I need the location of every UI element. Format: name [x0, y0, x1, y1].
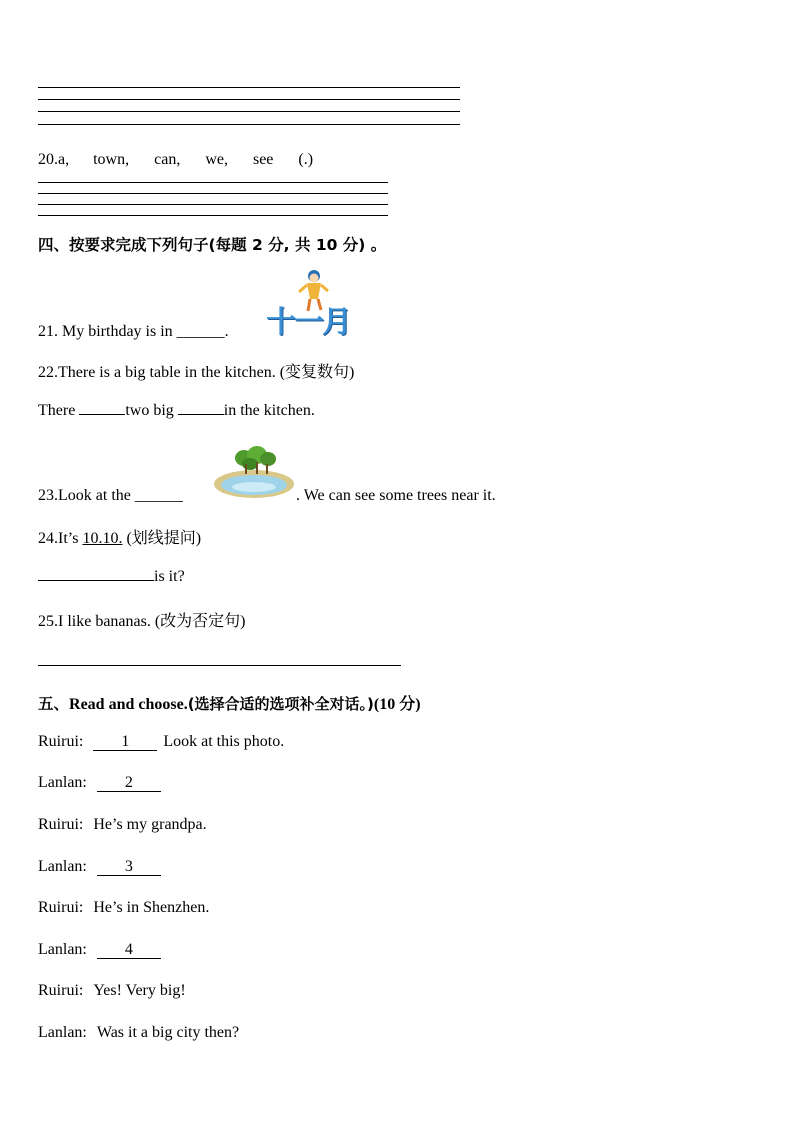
- question-24: 24.It’s 10.10. (划线提问): [38, 530, 202, 547]
- dialogue-line: [38, 1024, 239, 1042]
- word: town,: [93, 151, 130, 168]
- answer-line: [38, 99, 460, 100]
- speaker-name: Ruirui:: [38, 733, 84, 750]
- dialogue-text: He’s my grandpa.: [93, 816, 207, 833]
- lake-image: [210, 442, 296, 500]
- dialogue-line: [38, 982, 186, 1000]
- dialogue-text: Was it a big city then?: [96, 1024, 240, 1041]
- answer-line: [38, 124, 460, 125]
- speaker-name: Lanlan:: [38, 941, 87, 958]
- lake-icon: [210, 442, 296, 500]
- dialogue-text: Yes! Very big!: [93, 982, 186, 999]
- dialogue-line: [38, 774, 167, 792]
- speaker-name: Ruirui:: [38, 816, 84, 833]
- dialogue-line: [38, 899, 209, 917]
- answer-line: [38, 111, 460, 112]
- answer-line: [38, 204, 388, 205]
- dialogue-line: [38, 941, 167, 959]
- dialogue-text: He’s in Shenzhen.: [93, 899, 210, 916]
- image-text: 十一月: [266, 305, 350, 340]
- november-image: [266, 267, 362, 340]
- section-5-title: 五、Read and choose.(选择合适的选项补全对话。)(10 分): [38, 695, 421, 713]
- dialogue-blank[interactable]: 1: [93, 734, 157, 751]
- word: a,: [58, 151, 70, 168]
- dialogue-line: [38, 733, 284, 751]
- speaker-name: Ruirui:: [38, 982, 84, 999]
- dialogue-line: [38, 816, 207, 834]
- section-4-title: 四、按要求完成下列句子(每题 2 分, 共 10 分) 。: [38, 236, 387, 254]
- answer-blank[interactable]: [79, 400, 125, 415]
- question-23-start: 23.Look at the ______: [38, 487, 183, 504]
- question-20: [38, 151, 313, 169]
- question-25: 25.I like bananas. (改为否定句): [38, 613, 246, 630]
- dialogue-blank[interactable]: 2: [97, 775, 161, 792]
- word: we,: [205, 151, 228, 168]
- dialogue-text: Look at this photo.: [163, 733, 285, 750]
- question-22: 22.There is a big table in the kitchen. (变复数句): [38, 364, 355, 381]
- answer-line: [38, 193, 388, 194]
- word: (.): [298, 151, 314, 168]
- question-21: 21. My birthday is in ______.: [38, 323, 229, 340]
- answer-line: [38, 182, 388, 183]
- word: see: [252, 151, 274, 168]
- dialogue-blank[interactable]: 3: [97, 859, 161, 876]
- answer-line: [38, 215, 388, 216]
- speaker-name: Lanlan:: [38, 858, 87, 875]
- dialogue-blank[interactable]: 4: [97, 942, 161, 959]
- answer-blank[interactable]: [178, 400, 224, 415]
- question-number: 20.: [38, 151, 58, 168]
- speaker-name: Ruirui:: [38, 899, 84, 916]
- word: can,: [154, 151, 181, 168]
- dialogue-line: [38, 858, 167, 876]
- answer-line: [38, 665, 401, 666]
- question-22-answer: There two big in the kitchen.: [38, 402, 315, 419]
- speaker-name: Lanlan:: [38, 774, 87, 791]
- underlined-time: 10.10.: [82, 530, 123, 547]
- question-24-answer: is it?: [38, 566, 185, 586]
- answer-line: [38, 87, 460, 88]
- answer-blank[interactable]: [38, 566, 154, 581]
- speaker-name: Lanlan:: [38, 1024, 87, 1041]
- question-23-end: . We can see some trees near it.: [296, 487, 496, 504]
